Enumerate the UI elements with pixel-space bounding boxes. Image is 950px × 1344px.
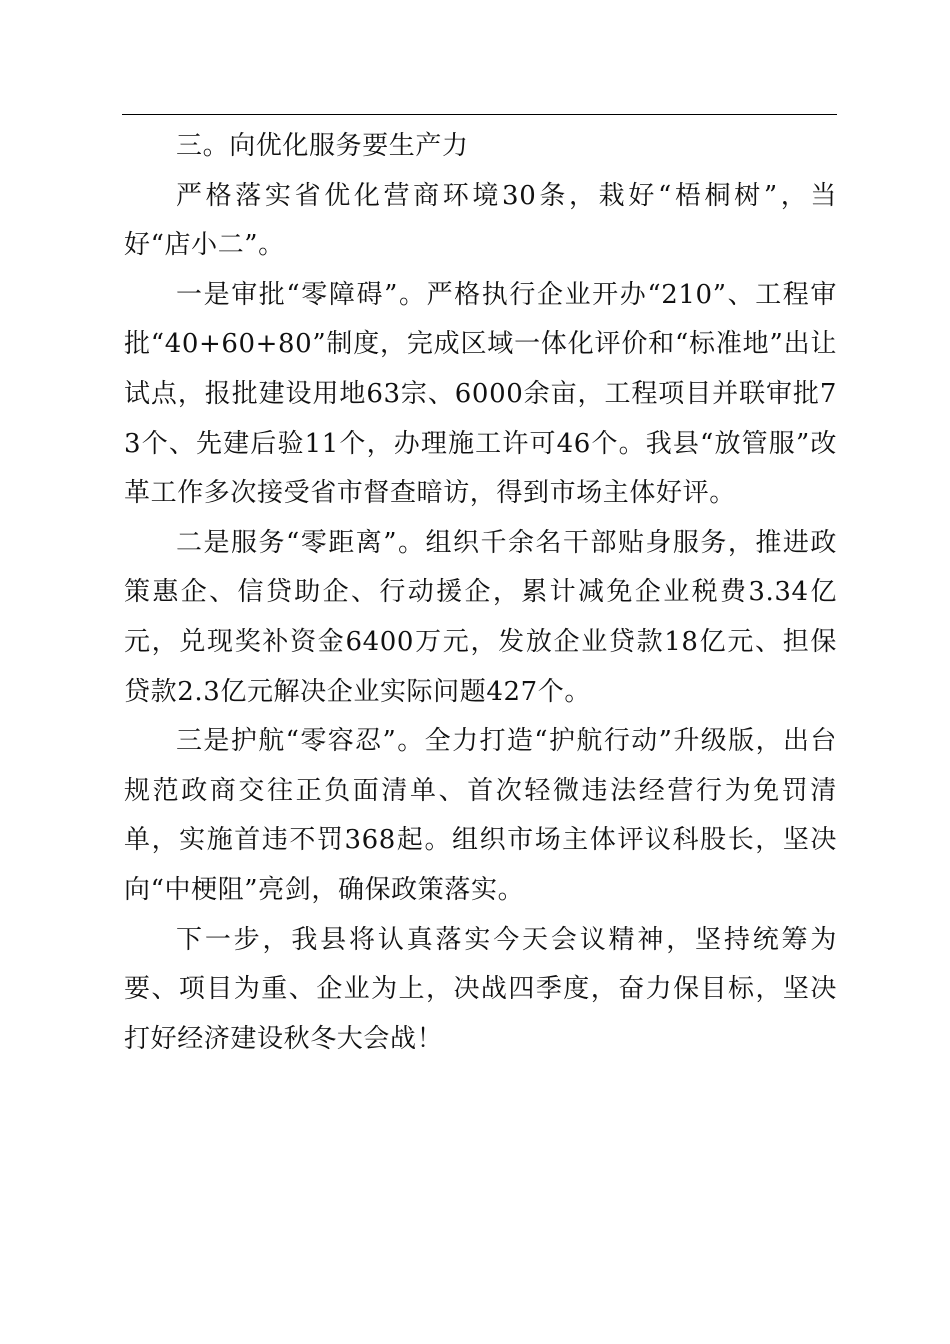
intro-paragraph: 严格落实省优化营商环境30条，栽好“梧桐树”，当好“店小二”。 <box>124 180 837 261</box>
section-heading: 三。向优化服务要生产力 <box>176 131 469 161</box>
next-step-paragraph: 下一步，我县将认真落实今天会议精神，坚持统筹为要、项目为重、企业为上，决战四季度，奋力保目标，坚决打好经济建设秋冬大会战！ <box>124 924 837 1054</box>
service-paragraph: 二是服务“零距离”。组织千余名干部贴身服务，推进政策惠企、信贷助企、行动援企，累计减免企业税费3.34亿元，兑现奖补资金6400万元，发放企业贷款18亿元、担保贷款2.3亿元解决企业实际问题427个。 <box>124 527 837 707</box>
approval-paragraph: 一是审批“零障碍”。严格执行企业开办“210”、工程审批“40+60+80”制度，完成区域一体化评价和“标准地”出让试点，报批建设用地63宗、6000余亩，工程项目并联审批73个、先建后验11个，办理施工许可46个。我县“放管服”改革工作多次接受省市督查暗访，得到市场主体好评。 <box>124 279 837 509</box>
document-body <box>124 122 837 1064</box>
header-rule <box>122 114 837 115</box>
escort-paragraph: 三是护航“零容忍”。全力打造“护航行动”升级版，出台规范政商交往正负面清单、首次轻微违法经营行为免罚清单，实施首违不罚368起。组织市场主体评议科股长，坚决向“中梗阻”亮剑，确保政策落实。 <box>124 726 837 905</box>
